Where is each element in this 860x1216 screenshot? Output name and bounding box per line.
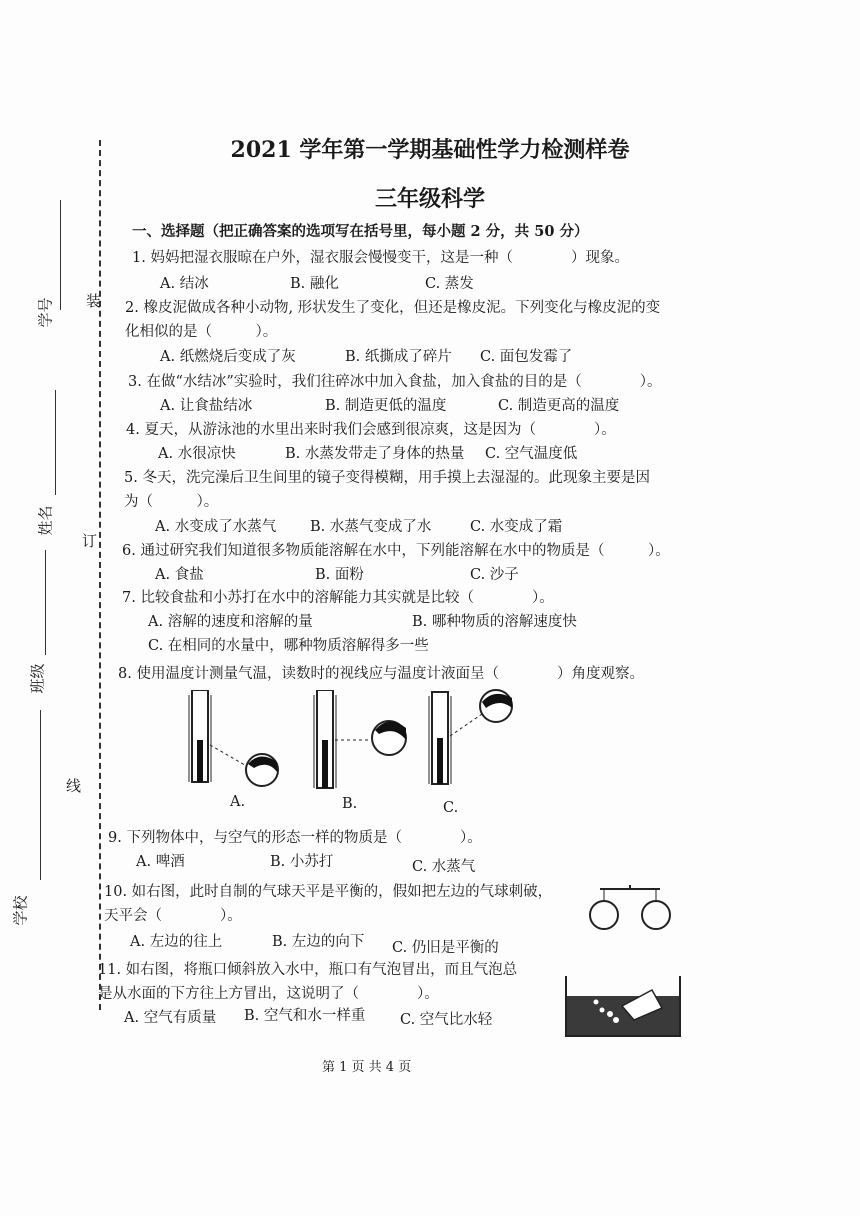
q7-option-a: A. 溶解的速度和溶解的量 [148, 614, 313, 630]
q10-stem-line1: 10. 如右图，此时自制的气球天平是平衡的，假如把左边的气球刺破， [104, 884, 553, 900]
class-blank[interactable] [45, 550, 46, 655]
bottle-in-water-illustration [562, 970, 687, 1040]
q7-stem: 7. 比较食盐和小苏打在水中的溶解能力其实就是比较（ ）。 [122, 590, 554, 606]
q3-option-b: B. 制造更低的温度 [325, 398, 447, 414]
student-no-blank[interactable] [60, 200, 61, 310]
binding-label-xian: 线 [66, 777, 82, 795]
q1-option-c: C. 蒸发 [425, 276, 474, 292]
q10-stem-line2: 天平会（ ）。 [104, 908, 242, 924]
q6-stem: 6. 通过研究我们知道很多物质能溶解在水中，下列能溶解在水中的物质是（ ）。 [122, 543, 670, 559]
q9-option-a: A. 啤酒 [136, 854, 185, 870]
exam-subtitle: 三年级科学 [374, 186, 485, 212]
q1-option-a: A. 结冰 [160, 276, 209, 292]
q8-stem: 8. 使用温度计测量气温，读数时的视线应与温度计液面呈（ ）角度观察。 [118, 666, 644, 682]
q11-stem-line2: 是从水面的下方往上方冒出，这说明了（ ）。 [98, 986, 439, 1002]
q4-stem: 4. 夏天，从游泳池的水里出来时我们会感到很凉爽，这是因为（ ）。 [126, 422, 616, 438]
q3-option-c: C. 制造更高的温度 [498, 398, 620, 414]
q8-option-c: C. [443, 800, 459, 816]
q1-option-b: B. 融化 [290, 276, 339, 292]
q9-option-b: B. 小苏打 [270, 854, 334, 870]
thermometer-view-c-illustration [420, 688, 530, 788]
q3-option-a: A. 让食盐结冰 [160, 398, 253, 414]
q5-option-c: C. 水变成了霜 [470, 519, 563, 535]
exam-title: 2021 学年第一学期基础性学力检测样卷 [230, 137, 630, 163]
q2-stem-line1: 2. 橡皮泥做成各种小动物, 形状发生了变化，但还是橡皮泥。下列变化与橡皮泥的变 [125, 300, 661, 316]
binding-label-ding: 订 [82, 532, 98, 550]
name-blank[interactable] [55, 390, 56, 495]
q2-option-b: B. 纸撕成了碎片 [345, 349, 452, 365]
q6-option-b: B. 面粉 [315, 567, 364, 583]
q2-option-a: A. 纸燃烧后变成了灰 [160, 349, 296, 365]
q5-option-b: B. 水蒸气变成了水 [310, 519, 432, 535]
q11-option-b: B. 空气和水一样重 [244, 1008, 366, 1024]
q9-option-c: C. 水蒸气 [412, 859, 476, 875]
q7-option-c: C. 在相同的水量中，哪种物质溶解得多一些 [148, 638, 429, 654]
thermometer-view-a-illustration [180, 690, 290, 790]
q7-option-b: B. 哪种物质的溶解速度快 [412, 614, 577, 630]
q6-option-a: A. 食盐 [155, 567, 204, 583]
q8-option-a: A. [230, 794, 246, 810]
binding-cut-line [99, 140, 101, 1010]
q10-option-b: B. 左边的向下 [272, 934, 365, 950]
q4-option-c: C. 空气温度低 [485, 446, 578, 462]
section-heading: 一、选择题（把正确答案的选项写在括号里，每小题 2 分，共 50 分） [132, 223, 589, 240]
school-blank[interactable] [40, 710, 41, 880]
q4-option-a: A. 水很凉快 [158, 446, 236, 462]
thermometer-view-b-illustration [305, 690, 415, 790]
q5-option-a: A. 水变成了水蒸气 [155, 519, 277, 535]
student-no-label: 学号 [36, 297, 55, 328]
q1-stem: 1. 妈妈把湿衣服晾在户外，湿衣服会慢慢变干，这是一种（ ）现象。 [132, 250, 629, 266]
page-footer: 第 1 页 共 4 页 [322, 1060, 412, 1075]
q3-stem: 3. 在做“水结冰”实验时，我们往碎冰中加入食盐，加入食盐的目的是（ ）。 [128, 374, 662, 390]
q10-option-a: A. 左边的往上 [130, 934, 223, 950]
q4-option-b: B. 水蒸发带走了身体的热量 [285, 446, 465, 462]
balloon-balance-illustration [580, 885, 680, 935]
q2-stem-line2: 化相似的是（ ）。 [125, 324, 278, 340]
q11-stem-line1: 11. 如右图，将瓶口倾斜放入水中，瓶口有气泡冒出，而且气泡总 [98, 962, 518, 978]
school-label: 学校 [11, 895, 30, 926]
q11-option-a: A. 空气有质量 [124, 1010, 217, 1026]
q8-option-b: B. [342, 796, 358, 812]
q5-stem-line1: 5. 冬天，洗完澡后卫生间里的镜子变得模糊，用手摸上去湿湿的。此现象主要是因 [124, 470, 650, 486]
q10-option-c: C. 仍旧是平衡的 [392, 940, 499, 956]
q2-option-c: C. 面包发霉了 [480, 349, 573, 365]
binding-label-zhuang: 装 [86, 292, 102, 310]
q9-stem: 9. 下列物体中，与空气的形态一样的物质是（ ）。 [108, 830, 482, 846]
class-label: 班级 [28, 663, 47, 694]
q11-option-c: C. 空气比水轻 [400, 1012, 493, 1028]
q5-stem-line2: 为（ ）。 [124, 494, 219, 510]
name-label: 姓名 [36, 505, 55, 536]
q6-option-c: C. 沙子 [470, 567, 519, 583]
